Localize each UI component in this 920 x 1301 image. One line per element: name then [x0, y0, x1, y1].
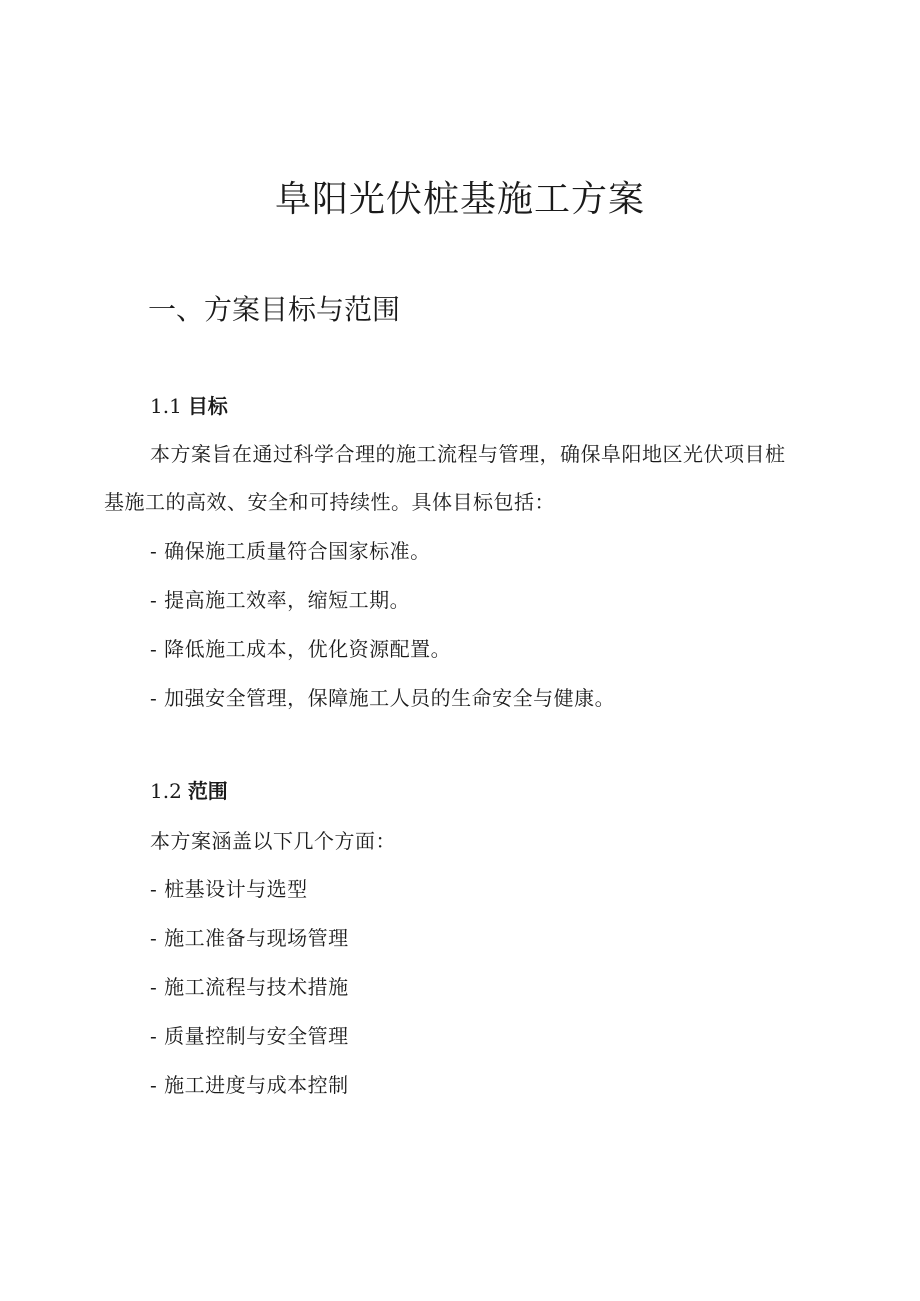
subsection-title: 范围: [187, 779, 228, 803]
goal-paragraph: 本方案旨在通过科学合理的施工流程与管理，确保阜阳地区光伏项目桩基施工的高效、安全和可持续性。具体目标包括：: [104, 442, 786, 514]
scope-list-item: - 施工流程与技术措施: [150, 975, 349, 999]
goal-list-item: - 加强安全管理，保障施工人员的生命安全与健康。: [150, 686, 616, 710]
scope-list-item: - 质量控制与安全管理: [150, 1024, 349, 1048]
subsection-number: 1.1: [150, 394, 182, 418]
document-title: 阜阳光伏桩基施工方案: [274, 179, 645, 220]
goal-list-item: - 确保施工质量符合国家标准。: [150, 539, 431, 563]
subsection-number: 1.2: [150, 779, 182, 803]
subsection-heading-1-1: [150, 390, 228, 422]
scope-list-item: - 桩基设计与选型: [150, 877, 308, 901]
scope-list-item: - 施工进度与成本控制: [150, 1073, 349, 1097]
scope-intro: 本方案涵盖以下几个方面：: [150, 829, 396, 853]
section-heading-1: 一、方案目标与范围: [148, 293, 401, 326]
subsection-heading-1-2: [150, 775, 228, 807]
goal-list-item: - 提高施工效率，缩短工期。: [150, 588, 411, 612]
subsection-title: 目标: [187, 394, 228, 418]
scope-list-item: - 施工准备与现场管理: [150, 926, 349, 950]
goal-list-item: - 降低施工成本，优化资源配置。: [150, 637, 452, 661]
